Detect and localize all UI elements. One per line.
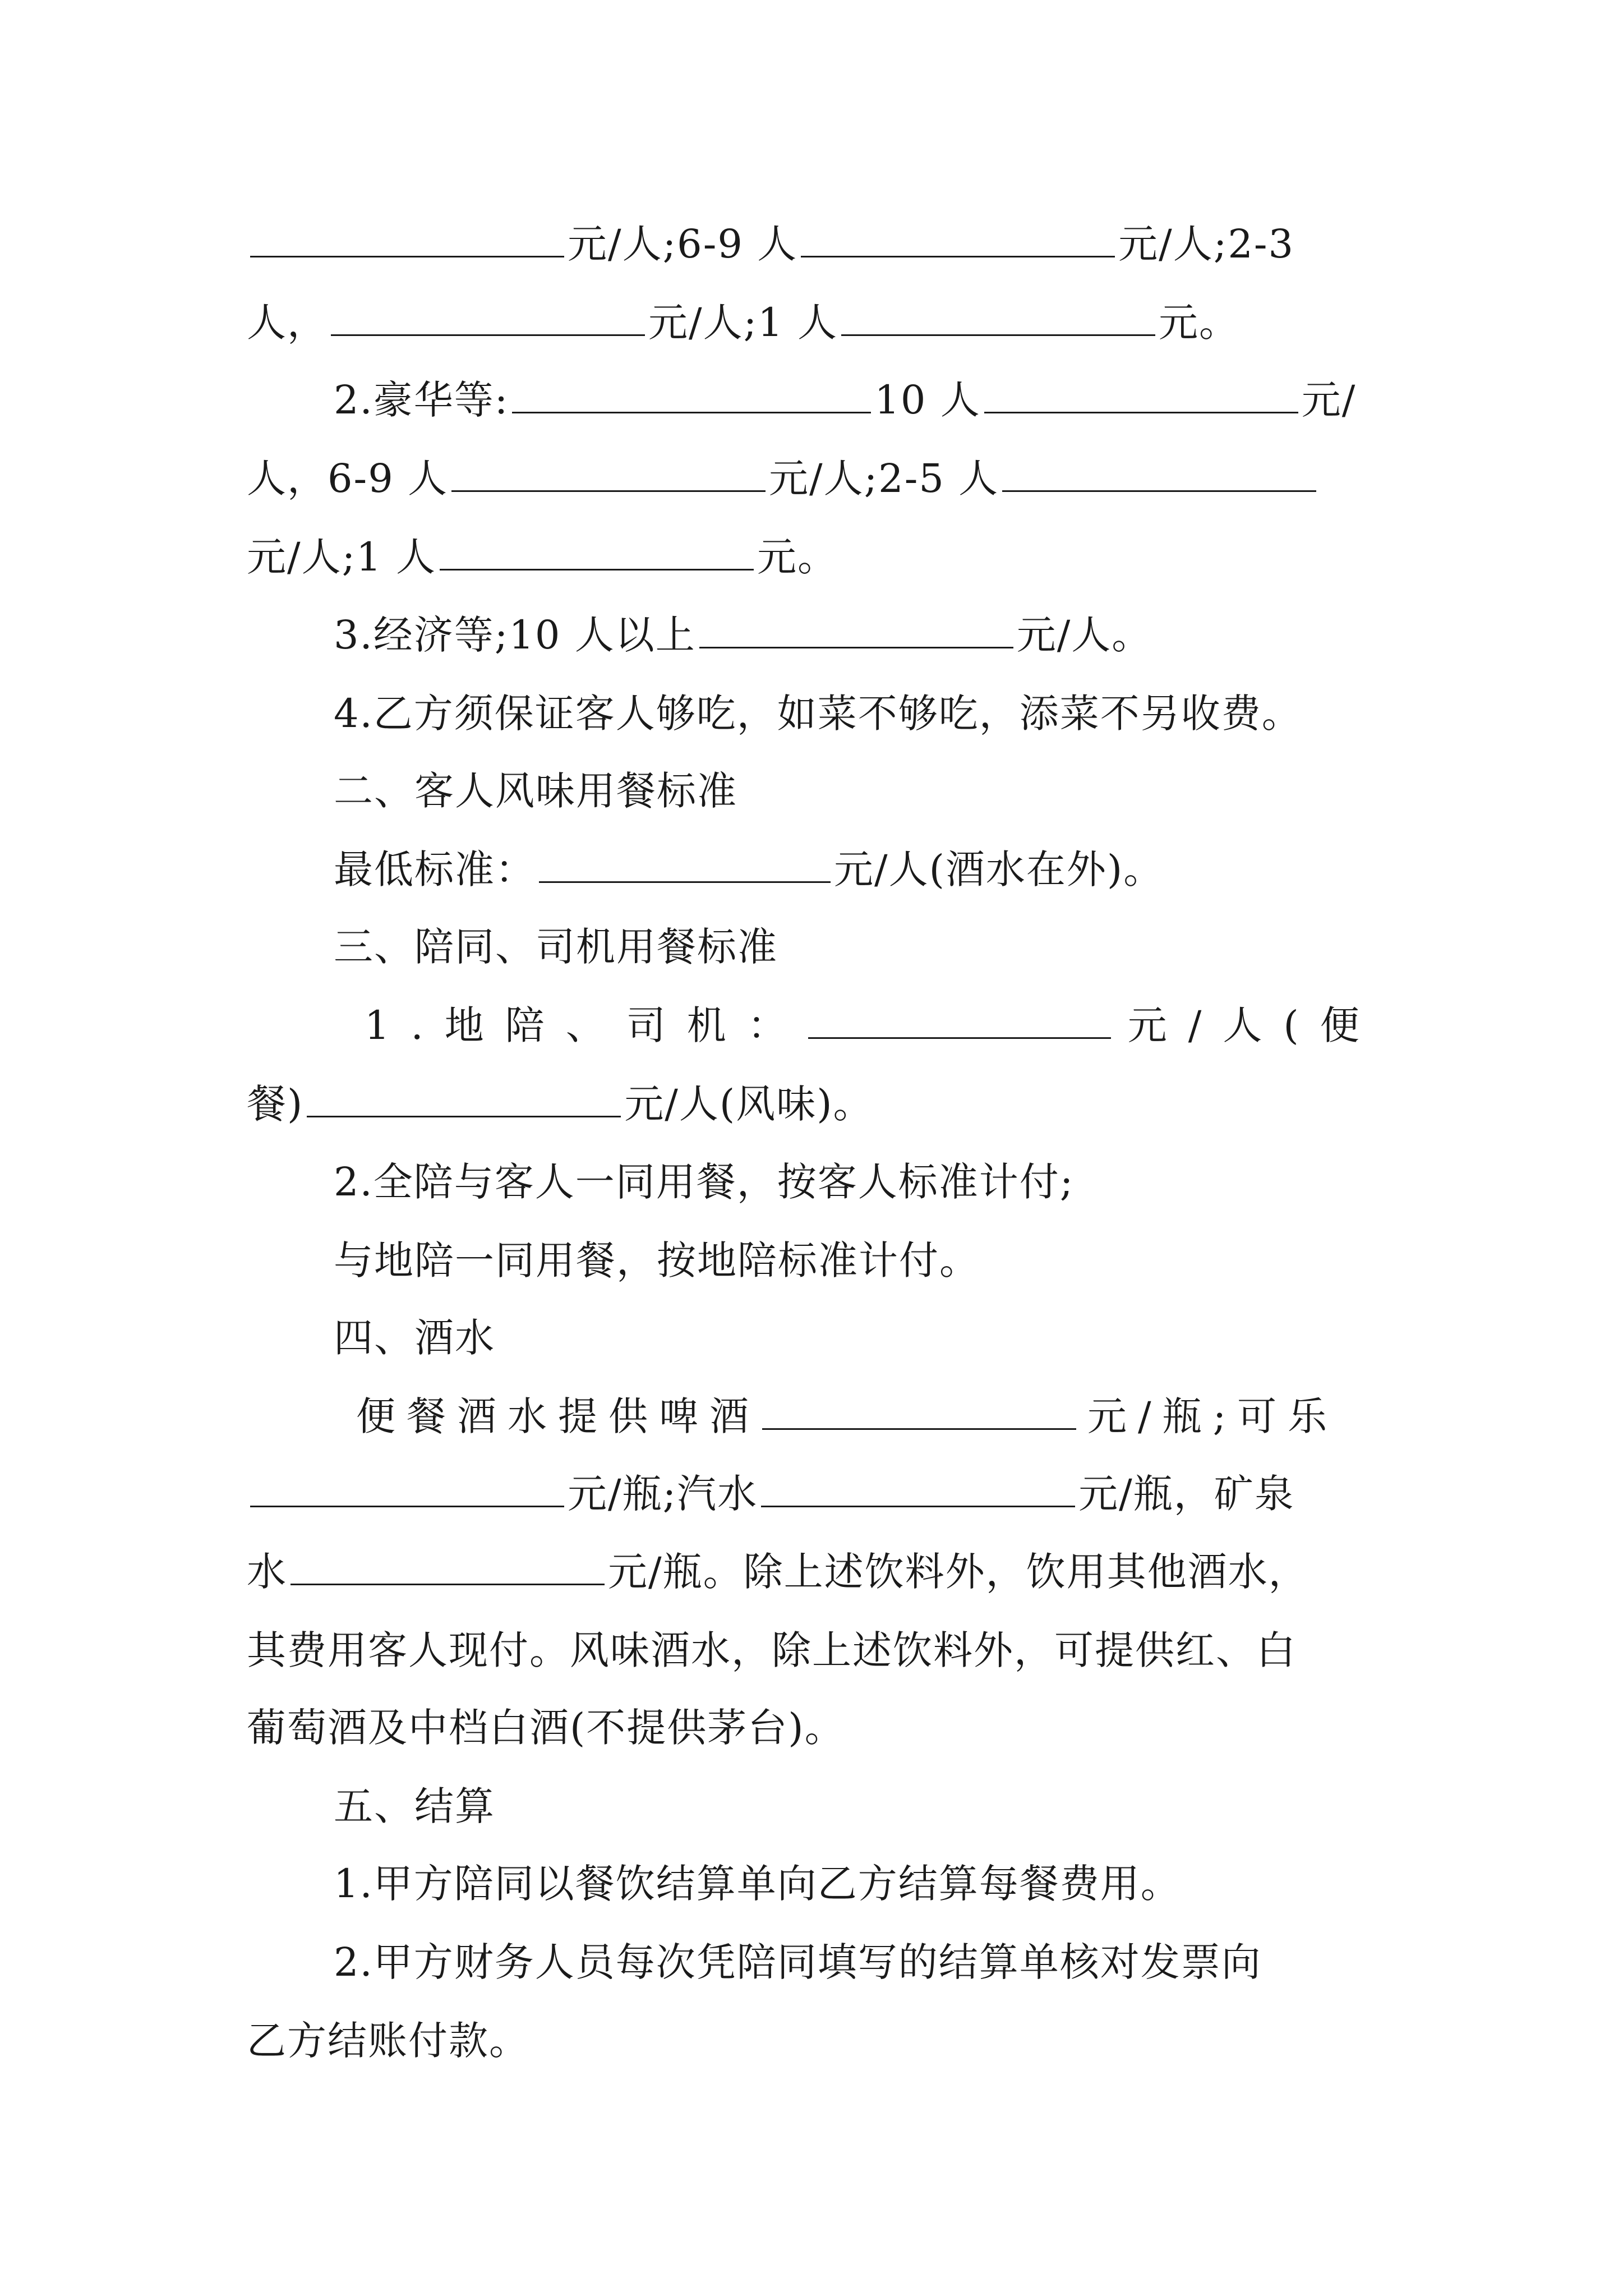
text-line xyxy=(247,2013,529,2069)
text-segment: 1.地陪、司机： xyxy=(365,1002,808,1048)
fill-blank[interactable] xyxy=(331,300,645,336)
text-segment: 元。 xyxy=(1158,300,1239,346)
text-segment: 其费用客人现付。风味酒水，除上述饮料外，可提供红、白 xyxy=(247,1627,1297,1673)
text-line xyxy=(247,1622,1297,1678)
fill-blank[interactable] xyxy=(841,300,1155,336)
text-line xyxy=(334,1154,1074,1210)
text-segment: 三、陪同、司机用餐标准 xyxy=(334,924,778,970)
fill-blank[interactable] xyxy=(512,377,871,413)
fill-blank[interactable] xyxy=(250,1471,564,1507)
text-segment: 元/ xyxy=(1301,377,1357,423)
text-segment: 10 人 xyxy=(874,377,981,423)
text-line xyxy=(334,685,1302,742)
fill-blank[interactable] xyxy=(250,221,564,257)
text-line xyxy=(247,1076,874,1132)
fill-blank[interactable] xyxy=(539,846,831,883)
text-line xyxy=(334,841,1164,898)
text-line xyxy=(247,450,1320,507)
text-segment: 2.豪华等: xyxy=(334,377,509,423)
text-line xyxy=(247,295,1239,351)
fill-blank[interactable] xyxy=(440,534,754,570)
text-segment: 乙方结账付款。 xyxy=(247,2018,529,2064)
fill-blank[interactable] xyxy=(291,1549,605,1585)
fill-blank[interactable] xyxy=(984,377,1298,413)
text-line xyxy=(247,1700,845,1756)
section-heading xyxy=(334,763,737,819)
text-line xyxy=(247,529,838,585)
text-segment: 3.经济等;10 人以上 xyxy=(334,612,696,658)
text-segment: 元/人;2-5 人 xyxy=(768,455,999,501)
text-line xyxy=(247,1466,1295,1522)
text-segment: 餐) xyxy=(247,1081,304,1127)
text-line xyxy=(365,997,1381,1053)
text-segment: 元。 xyxy=(757,534,838,580)
text-segment: 1.甲方陪同以餐饮结算单向乙方结算每餐费用。 xyxy=(334,1861,1181,1907)
section-heading xyxy=(334,1310,495,1366)
fill-blank[interactable] xyxy=(1002,455,1316,492)
text-segment: 元/瓶;可乐 xyxy=(1087,1393,1339,1439)
text-segment: 元/人(酒水在外)。 xyxy=(834,846,1164,892)
text-segment: 元/瓶，矿泉 xyxy=(1078,1471,1295,1517)
fill-blank[interactable] xyxy=(451,455,766,492)
text-segment: 4.乙方须保证客人够吃，如菜不够吃，添菜不另收费。 xyxy=(334,691,1302,737)
text-segment: 便餐酒水提供啤酒 xyxy=(356,1393,760,1439)
text-segment: 元/瓶;汽水 xyxy=(568,1471,758,1517)
text-line xyxy=(247,216,1294,272)
text-segment: 与地陪一同用餐，按地陪标准计付。 xyxy=(334,1237,980,1283)
text-segment: 元/人(风味)。 xyxy=(624,1081,874,1127)
text-line xyxy=(334,1934,1262,1990)
text-segment: 元/人(便 xyxy=(1127,1002,1381,1048)
text-segment: 元/瓶。除上述饮料外，饮用其他酒水， xyxy=(608,1549,1309,1595)
text-segment: 2.全陪与客人一同用餐，按客人标准计付; xyxy=(334,1159,1075,1205)
text-segment: 元/人;1 人 xyxy=(648,300,838,346)
fill-blank[interactable] xyxy=(801,221,1115,257)
text-segment: 元/人;2-3 xyxy=(1118,221,1295,267)
fill-blank[interactable] xyxy=(762,1393,1076,1430)
text-segment: 2.甲方财务人员每次凭陪同填写的结算单核对发票向 xyxy=(334,1939,1262,1985)
text-line xyxy=(356,1388,1338,1444)
text-line xyxy=(247,1544,1309,1600)
text-line xyxy=(334,372,1356,428)
text-segment: 人，6-9 人 xyxy=(247,455,448,501)
text-segment: 二、客人风味用餐标准 xyxy=(334,768,737,814)
text-segment: 人， xyxy=(247,300,328,346)
text-line xyxy=(334,607,1152,663)
fill-blank[interactable] xyxy=(761,1471,1075,1507)
text-segment: 水 xyxy=(247,1549,287,1595)
text-segment: 元/人。 xyxy=(1016,612,1152,658)
text-segment: 五、结算 xyxy=(334,1783,495,1829)
section-heading xyxy=(334,919,778,975)
fill-blank[interactable] xyxy=(808,1002,1111,1039)
text-segment: 元/人;1 人 xyxy=(247,534,436,580)
text-line xyxy=(334,1232,980,1289)
section-heading xyxy=(334,1778,495,1834)
text-line xyxy=(334,1856,1181,1912)
text-segment: 元/人;6-9 人 xyxy=(568,221,798,267)
text-segment: 最低标准： xyxy=(334,846,536,892)
fill-blank[interactable] xyxy=(699,612,1013,648)
text-segment: 四、酒水 xyxy=(334,1315,495,1361)
fill-blank[interactable] xyxy=(307,1081,621,1117)
text-segment: 葡萄酒及中档白酒(不提供茅台)。 xyxy=(247,1705,845,1751)
